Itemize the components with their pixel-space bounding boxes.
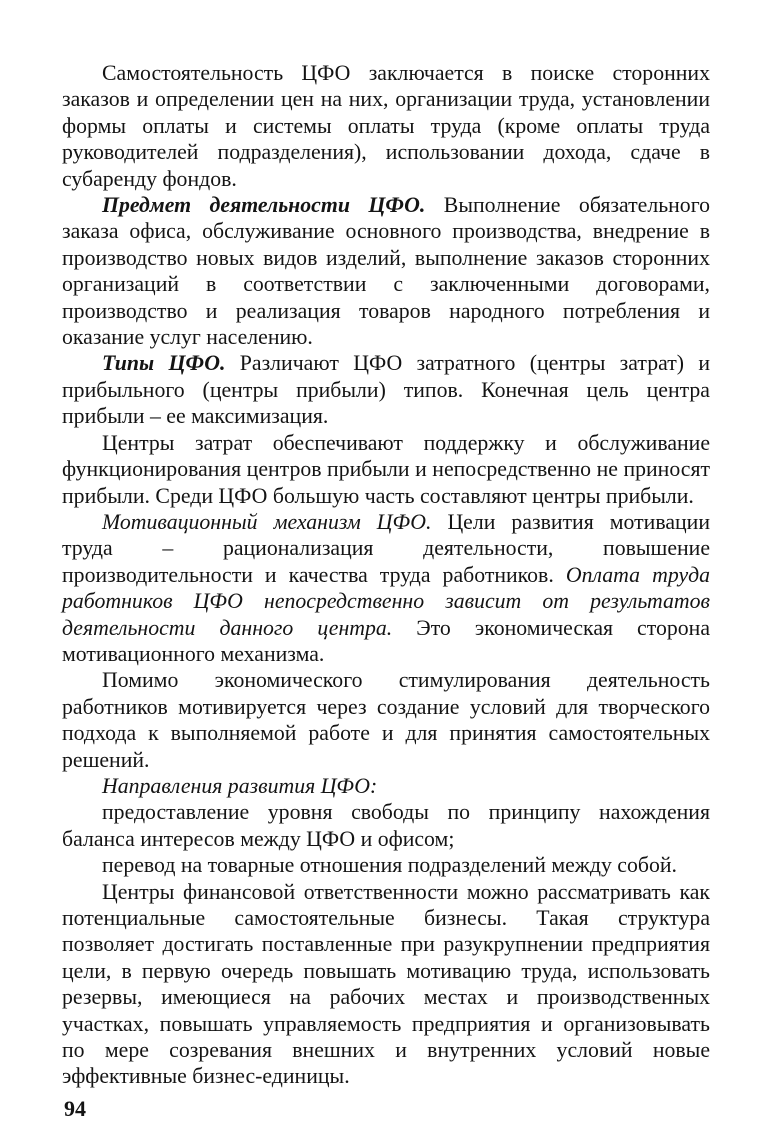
list-item xyxy=(62,799,710,852)
list-item xyxy=(62,852,710,878)
paragraph-text-end: Это экономическая сторона мотивационного механизма. xyxy=(62,615,710,666)
list-item-text: предоставление уровня свободы по принципу нахождения баланса интересов между ЦФО и офисом; xyxy=(62,800,710,851)
paragraph-independence xyxy=(62,60,710,192)
paragraph-subject-of-activity xyxy=(62,192,710,350)
paragraph-text: Различают ЦФО затратного (центры затрат) и прибыльного (центры прибыли) типов. Конечная цель центра прибыли – ее максимизация. xyxy=(62,351,710,429)
paragraph-emphasis: Оплата труда работников ЦФО непосредственно зависит от результатов деятельности данного центра. xyxy=(62,562,710,640)
paragraph-creative-conditions xyxy=(62,667,710,773)
page-body xyxy=(62,60,710,1090)
paragraph-text: Помимо экономического стимулирования деятельность работников мотивируется через создание условий для творческого подхода к выполняемой работе и для принятия самостоятельных решений. xyxy=(62,668,710,772)
paragraph-text: Самостоятельность ЦФО заключается в поиске сторонних заказов и определении цен на них, организации труда, установлении формы оплаты и системы оплаты труда (кроме оплаты труда руководителей подразделения), использовании дохода, сдаче в субаренду фондов. xyxy=(62,61,710,191)
paragraph-heading: Предмет деятельности ЦФО. xyxy=(102,193,426,218)
paragraph-motivation xyxy=(62,509,710,667)
section-heading: Направления развития ЦФО: xyxy=(102,773,378,798)
paragraph-development-directions xyxy=(62,773,710,799)
paragraph-text: Выполнение обязательного заказа офиса, обслуживание основного производства, внедрение в производство новых видов изделий, выполнение заказов сторонних организаций в соответствии с заключенными договорами, производство и реализация товаров народного потребления и оказание услуг населению. xyxy=(62,193,710,350)
paragraph-types xyxy=(62,350,710,429)
list-item-text: перевод на товарные отношения подразделений между собой. xyxy=(102,853,677,878)
paragraph-text: Цели развития мотивации труда – рационализация деятельности, повышение производительности и качества труда работников. xyxy=(62,509,710,587)
paragraph-text: Центры финансовой ответственности можно рассматривать как потенциальные самостоятельные бизнесы. Такая структура позволяет достигать поставленные при разукрупнении предприятия цели, в первую очередь повышать мотивацию труда, использовать резервы, имеющиеся на рабочих местах и производственных участках, повышать управляемость предприятия и организовывать по мере созревания внешних и внутренних условий новые эффективные бизнес-единицы. xyxy=(62,879,710,1089)
paragraph-conclusion xyxy=(62,879,710,1090)
paragraph-cost-centers xyxy=(62,430,710,509)
paragraph-text: Центры затрат обеспечивают поддержку и обслуживание функционирования центров прибыли и непосредственно не приносят прибыли. Среди ЦФО большую часть составляют центры прибыли. xyxy=(62,430,710,508)
page-number: 94 xyxy=(64,1096,86,1121)
paragraph-heading: Мотивационный механизм ЦФО. xyxy=(102,509,432,534)
paragraph-heading: Типы ЦФО. xyxy=(102,351,226,376)
